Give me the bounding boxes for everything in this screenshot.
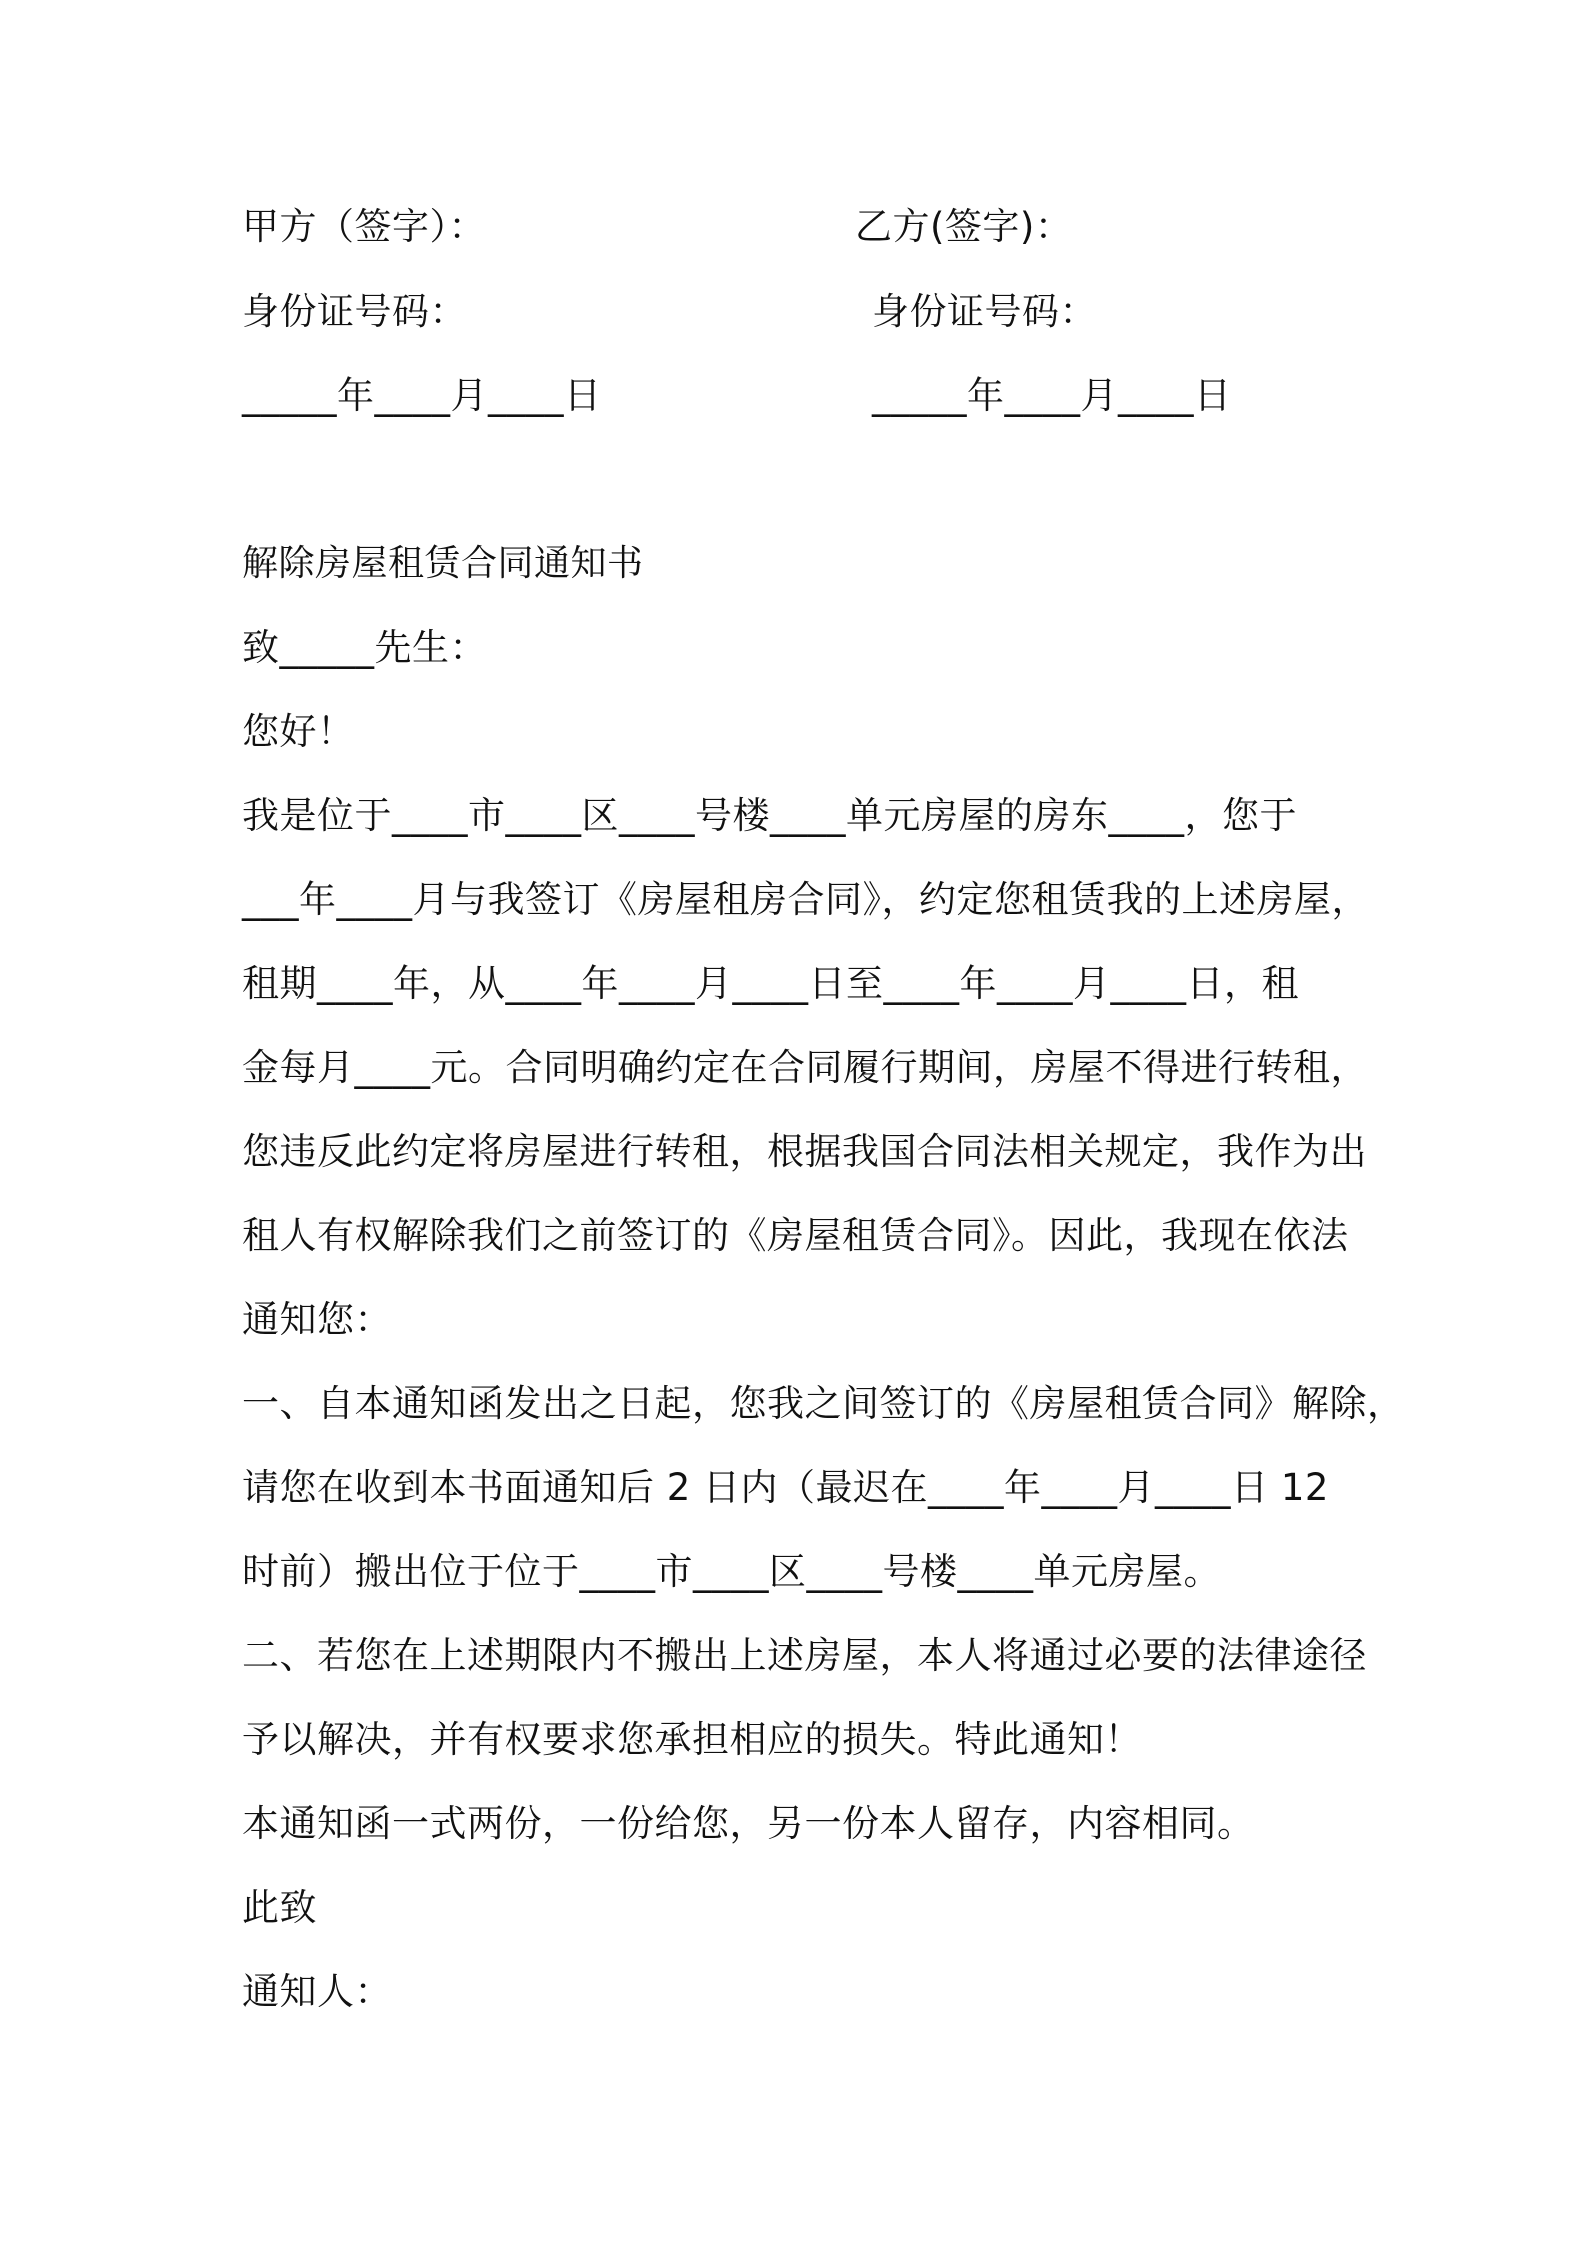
notice-body-line: ___年____月与我签订《房屋租房合同》，约定您租赁我的上述房屋，	[242, 878, 1369, 921]
notice-greeting: 您好！	[242, 710, 355, 753]
notice-body-line: 租人有权解除我们之前签订的《房屋租赁合同》。因此，我现在依法	[242, 1214, 1349, 1257]
notice-body-line: 金每月____元。合同明确约定在合同履行期间，房屋不得进行转租，	[242, 1046, 1368, 1089]
notice-title: 解除房屋租赁合同通知书	[242, 543, 644, 584]
party-a-id-label: 身份证号码：	[242, 290, 467, 333]
notice-body-line: 您违反此约定将房屋进行转租，根据我国合同法相关规定，我作为出	[242, 1130, 1367, 1173]
clause-one-line: 时前）搬出位于位于____市____区____号楼____单元房屋。	[242, 1550, 1221, 1593]
notice-body-line: 我是位于____市____区____号楼____单元房屋的房东____，您于	[242, 794, 1297, 837]
clause-two-line: 二、若您在上述期限内不搬出上述房屋，本人将通过必要的法律途径	[242, 1634, 1367, 1677]
party-a-date: _____年____月____日	[242, 374, 602, 417]
party-b-id-label: 身份证号码：	[872, 290, 1097, 333]
notice-body-line: 通知您：	[242, 1298, 392, 1341]
notifier-label: 通知人：	[242, 1970, 392, 2013]
clause-one-line: 一、自本通知函发出之日起，您我之间签订的《房屋租赁合同》解除，	[242, 1382, 1405, 1425]
notice-salutation: 致_____先生：	[242, 626, 487, 669]
party-b-sign-label: 乙方(签字)：	[855, 205, 1073, 248]
clause-one-line: 请您在收到本书面通知后 2 日内（最迟在____年____月____日 12	[242, 1466, 1329, 1509]
notice-body-line: 租期____年，从____年____月____日至____年____月____日，租	[242, 962, 1299, 1005]
party-a-sign-label: 甲方（签字）：	[242, 205, 486, 248]
copies-statement: 本通知函一式两份，一份给您，另一份本人留存，内容相同。	[242, 1802, 1255, 1845]
clause-two-line: 予以解决，并有权要求您承担相应的损失。特此通知！	[242, 1718, 1142, 1761]
party-b-date: _____年____月____日	[872, 374, 1232, 417]
closing-phrase: 此致	[242, 1886, 317, 1929]
